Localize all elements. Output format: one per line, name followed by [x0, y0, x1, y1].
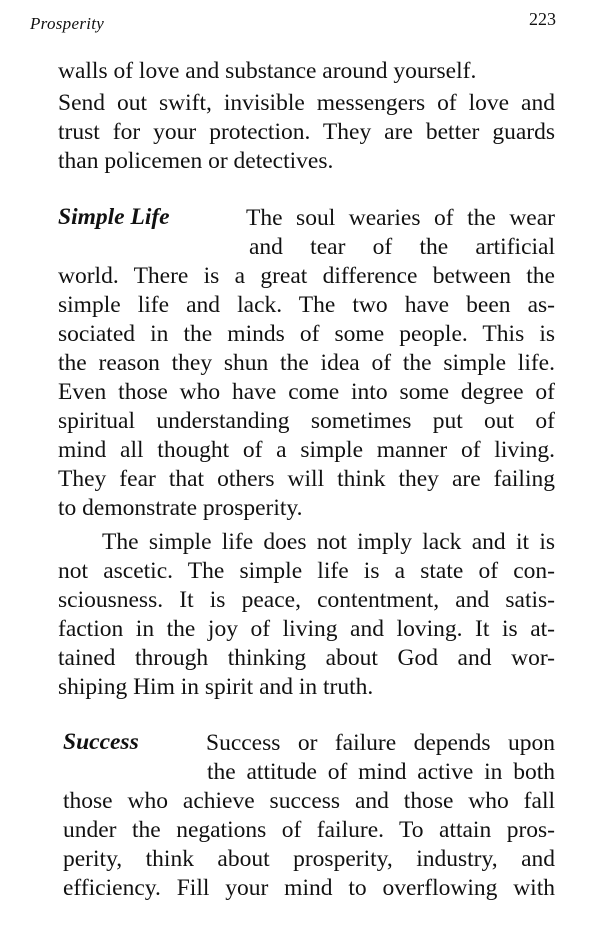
body-line: to demonstrate prosperity. — [58, 495, 303, 521]
body-line: sciousness. It is peace, contentment, and satis- — [58, 587, 555, 613]
body-line: efficiency. Fill your mind to overflowing with — [63, 875, 555, 901]
body-line: The simple life does not imply lack and it is — [102, 529, 555, 555]
body-line: Even those who have come into some degree of — [58, 379, 555, 405]
body-line: faction in the joy of living and loving. It is at- — [58, 616, 555, 642]
body-line: than policemen or detectives. — [58, 148, 334, 174]
page-number: 223 — [529, 9, 556, 29]
body-line: not ascetic. The simple life is a state of con- — [58, 558, 555, 584]
body-line: walls of love and substance around yourself. — [58, 58, 477, 84]
body-line: trust for your protection. They are better guards — [58, 119, 555, 145]
body-line: They fear that others will think they are failing — [58, 466, 555, 492]
body-line: perity, think about prosperity, industry, and — [63, 846, 555, 872]
section-heading-simple-life: Simple Life — [58, 204, 170, 230]
section-heading-success: Success — [63, 729, 139, 755]
body-line: spiritual understanding sometimes put out of — [58, 408, 555, 434]
body-line: simple life and lack. The two have been as- — [58, 292, 555, 318]
body-line: mind all thought of a simple manner of living. — [58, 437, 555, 463]
body-line: the reason they shun the idea of the simple life. — [58, 350, 555, 376]
body-line: Success or failure depends upon — [206, 730, 555, 756]
body-line: those who achieve success and those who fall — [63, 788, 555, 814]
body-line: tained through thinking about God and wor- — [58, 645, 555, 671]
body-line: sociated in the minds of some people. This is — [58, 321, 555, 347]
body-line: The soul wearies of the wear — [246, 205, 555, 231]
body-line: world. There is a great difference between the — [58, 263, 555, 289]
running-head: Prosperity — [30, 14, 105, 33]
body-line: and tear of the artificial — [249, 234, 555, 260]
body-line: Send out swift, invisible messengers of love and — [58, 90, 555, 116]
body-line: shiping Him in spirit and in truth. — [58, 674, 374, 700]
body-line: under the negations of failure. To attain pros- — [63, 817, 555, 843]
body-line: the attitude of mind active in both — [207, 759, 555, 785]
